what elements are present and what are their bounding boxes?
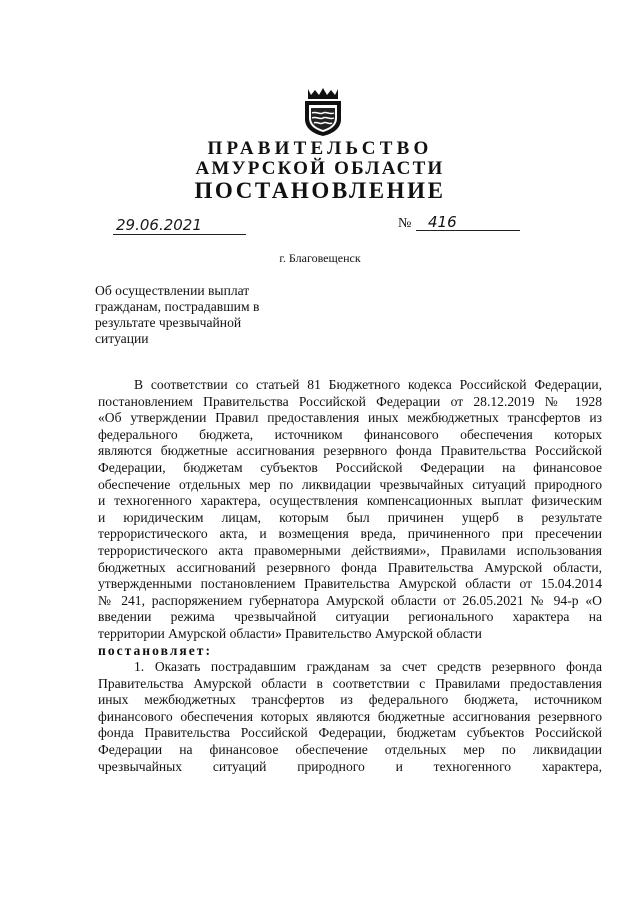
- city-name: г. Благовещенск: [279, 251, 361, 265]
- document-date: 29.06.2021: [113, 217, 246, 235]
- body-line: Федерации на финансовое обеспечение отдельных мер по ликвидации: [98, 742, 602, 758]
- body-line: чрезвычайных ситуаций природного и техногенного характера,: [98, 758, 602, 774]
- body-line: иных межбюджетных трансфертов из федерального бюджета, источником: [98, 692, 602, 708]
- body-line: финансового обеспечения которых являются бюджетные ассигнования резервного: [98, 708, 602, 724]
- body-line: Федерации, бюджетам субъектов Российской Федерации на финансовое: [98, 459, 602, 475]
- subject-line: результате чрезвычайной: [95, 315, 242, 330]
- subject-line: гражданам, пострадавшим в: [95, 299, 260, 314]
- body-line: «Об утверждении Правил предоставления иных межбюджетных трансфертов из: [98, 410, 602, 426]
- body-line: 1. Оказать пострадавшим гражданам за счет средств резервного фонда: [134, 659, 602, 675]
- body-line: обеспечение отдельных мер по ликвидации чрезвычайных ситуаций природного: [98, 476, 602, 492]
- body-line: введении режима чрезвычайной ситуации регионального характера на: [98, 609, 602, 625]
- body-line: постановлением Правительства Российской Федерации от 28.12.2019 № 1928: [98, 393, 602, 409]
- document-subject: [95, 283, 285, 347]
- body-line: являются бюджетные ассигнования резервного фонда Правительства Российской: [98, 443, 602, 459]
- body-line: федерального бюджета, источником финансового обеспечения которых: [98, 426, 602, 442]
- body-line: утвержденными постановлением Правительства Амурской области от 15.04.2014: [98, 576, 602, 592]
- document-number: 416: [416, 213, 520, 231]
- number-label: №: [398, 216, 412, 231]
- government-name-line2: АМУРСКОЙ ОБЛАСТИ: [195, 158, 445, 179]
- body-line: террористического акта правомерными действиями», Правилами использования: [98, 542, 602, 558]
- subject-line: ситуации: [95, 331, 149, 346]
- document-body: [98, 377, 602, 775]
- subject-line: Об осуществлении выплат: [95, 283, 250, 298]
- body-line: террористического акта, и возмещения вреда, причиненного при пресечении: [98, 526, 602, 542]
- body-line: и юридическим лицам, которым был причинен ущерб в результате: [98, 509, 602, 525]
- body-line: и техногенного характера, осуществления компенсационных выплат физическим: [98, 493, 602, 509]
- government-name-line1: ПРАВИТЕЛЬСТВО: [207, 138, 433, 159]
- document-type-title: ПОСТАНОВЛЕНИЕ: [194, 178, 446, 203]
- body-line: фонда Правительства Российской Федерации, бюджетам субъектов Российской: [98, 725, 602, 741]
- body-line: В соответствии со статьей 81 Бюджетного кодекса Российской Федерации,: [134, 377, 602, 392]
- resolution-keyword: постановляет:: [98, 642, 212, 658]
- body-line: № 241, распоряжением губернатора Амурской области от 26.05.2021 № 94-р «О: [98, 592, 602, 608]
- body-line: территории Амурской области» Правительство Амурской области: [98, 625, 482, 641]
- body-line: Правительства Амурской области в соответствии с Правилами предоставления: [98, 675, 602, 691]
- coat-of-arms-emblem: [300, 85, 346, 137]
- body-line: бюджетных ассигнований резервного фонда Правительства Амурской области,: [98, 559, 602, 575]
